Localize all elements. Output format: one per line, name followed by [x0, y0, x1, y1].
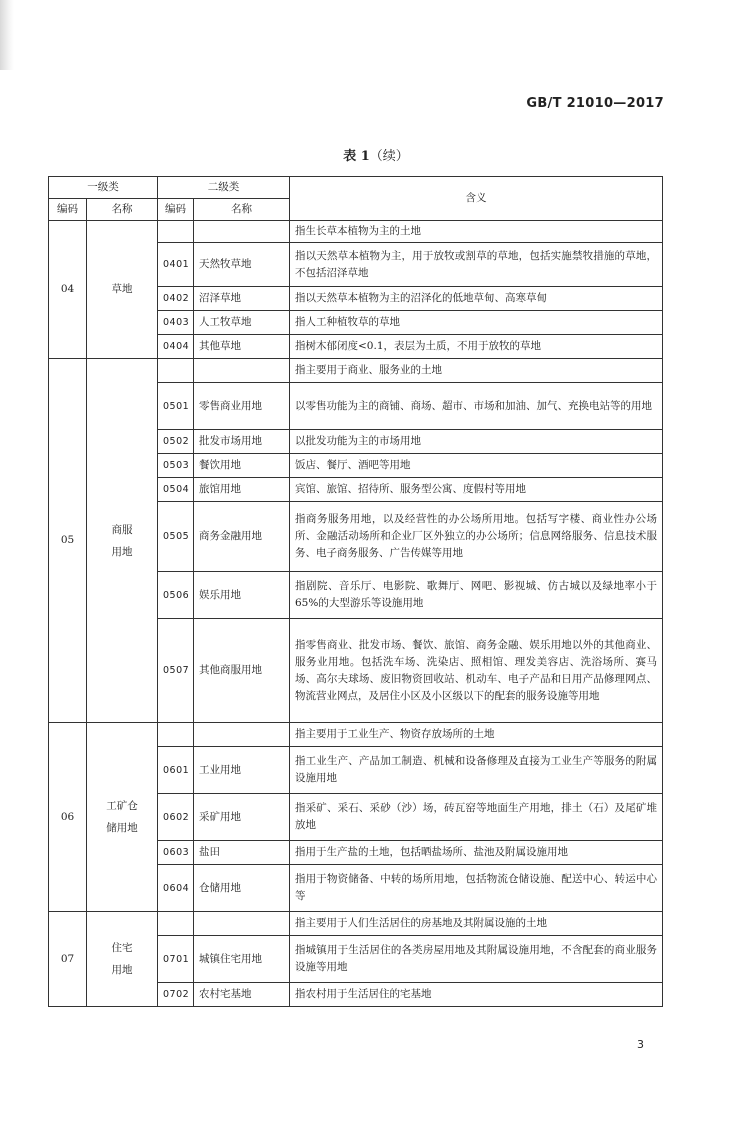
level2-name: 娱乐用地 — [194, 572, 290, 619]
level2-code: 0403 — [158, 311, 194, 335]
level1-desc: 指主要用于工业生产、物资存放场所的土地 — [290, 723, 663, 747]
header-level2-code: 编码 — [158, 199, 194, 221]
level2-desc: 指工业生产、产品加工制造、机械和设备修理及直接为工业生产等服务的附属设施用地 — [290, 747, 663, 794]
level2-code: 0701 — [158, 936, 194, 983]
level2-name: 批发市场用地 — [194, 430, 290, 454]
level1-name — [87, 723, 158, 912]
level2-name: 其他商服用地 — [194, 619, 290, 723]
level1-name: 草地 — [87, 221, 158, 359]
level2-name: 城镇住宅用地 — [194, 936, 290, 983]
level1-name-text: 商服用地 — [111, 523, 133, 558]
level2-desc: 指商务服务用地，以及经营性的办公场所用地。包括写字楼、商业性办公场所、金融活动场所和企业厂区外独立的办公场所；信息网络服务、信息技术服务、电子商务服务、广告传媒等用地 — [290, 502, 663, 572]
level2-code-empty — [158, 359, 194, 383]
level2-desc: 指农村用于生活居住的宅基地 — [290, 983, 663, 1007]
level2-desc: 饭店、餐厅、酒吧等用地 — [290, 454, 663, 478]
level2-code: 0506 — [158, 572, 194, 619]
level2-name: 仓储用地 — [194, 865, 290, 912]
level2-desc: 指树木郁闭度<0.1，表层为土质，不用于放牧的草地 — [290, 335, 663, 359]
level2-name-empty — [194, 723, 290, 747]
level1-desc: 指主要用于商业、服务业的土地 — [290, 359, 663, 383]
header-meaning: 含义 — [290, 177, 663, 221]
level2-code-empty — [158, 912, 194, 936]
level2-desc: 指人工种植牧草的草地 — [290, 311, 663, 335]
level2-code: 0402 — [158, 287, 194, 311]
level2-name-empty — [194, 221, 290, 243]
level2-code: 0501 — [158, 383, 194, 430]
level2-desc: 指以天然草本植物为主，用于放牧或割草的草地，包括实施禁牧措施的草地，不包括沼泽草地 — [290, 243, 663, 287]
level2-code: 0401 — [158, 243, 194, 287]
level2-code: 0602 — [158, 794, 194, 841]
page-number: 3 — [637, 1038, 644, 1051]
level1-desc: 指生长草本植物为主的土地 — [290, 221, 663, 243]
level2-desc: 指用于物资储备、中转的场所用地，包括物流仓储设施、配送中心、转运中心等 — [290, 865, 663, 912]
level1-code: 07 — [49, 912, 87, 1007]
level2-code-empty — [158, 221, 194, 243]
level1-name — [87, 359, 158, 723]
level2-name: 农村宅基地 — [194, 983, 290, 1007]
level2-desc: 指采矿、采石、采砂（沙）场，砖瓦窑等地面生产用地，排土（石）及尾矿堆放地 — [290, 794, 663, 841]
land-use-classification-table — [48, 176, 663, 1007]
level2-code: 0604 — [158, 865, 194, 912]
level2-desc: 指城镇用于生活居住的各类房屋用地及其附属设施用地，不含配套的商业服务设施等用地 — [290, 936, 663, 983]
header-level2: 二级类 — [158, 177, 290, 199]
level1-code: 05 — [49, 359, 87, 723]
level2-code: 0505 — [158, 502, 194, 572]
header-level1-name: 名称 — [87, 199, 158, 221]
level2-name-empty — [194, 359, 290, 383]
level2-name: 商务金融用地 — [194, 502, 290, 572]
header-level2-name: 名称 — [194, 199, 290, 221]
level2-name: 沼泽草地 — [194, 287, 290, 311]
level2-desc: 指零售商业、批发市场、餐饮、旅馆、商务金融、娱乐用地以外的其他商业、服务业用地。包括洗车场、洗染店、照相馆、理发美容店、洗浴场所、赛马场、高尔夫球场、废旧物资回收站、机动车、电子产品和日用产品修理网点、物流营业网点，及居住小区及小区级以下的配套的服务设施等用地 — [290, 619, 663, 723]
level2-name: 工业用地 — [194, 747, 290, 794]
level2-name: 零售商业用地 — [194, 383, 290, 430]
level2-name: 餐饮用地 — [194, 454, 290, 478]
table-body — [49, 221, 663, 1007]
table-title — [0, 145, 752, 164]
level2-desc: 指剧院、音乐厅、电影院、歌舞厅、网吧、影视城、仿古城以及绿地率小于65%的大型游乐等设施用地 — [290, 572, 663, 619]
level1-code: 04 — [49, 221, 87, 359]
level1-name-text: 工矿仓储用地 — [106, 800, 138, 834]
level2-desc: 以批发功能为主的市场用地 — [290, 430, 663, 454]
level2-code: 0601 — [158, 747, 194, 794]
level2-code: 0504 — [158, 478, 194, 502]
level2-code: 0603 — [158, 841, 194, 865]
level2-code: 0507 — [158, 619, 194, 723]
page-fold-shadow — [0, 0, 14, 70]
level2-code: 0404 — [158, 335, 194, 359]
level2-name: 其他草地 — [194, 335, 290, 359]
level2-code-empty — [158, 723, 194, 747]
standard-code: GB/T 21010—2017 — [526, 96, 664, 111]
level2-name: 旅馆用地 — [194, 478, 290, 502]
level2-code: 0503 — [158, 454, 194, 478]
level2-desc: 宾馆、旅馆、招待所、服务型公寓、度假村等用地 — [290, 478, 663, 502]
level2-code: 0502 — [158, 430, 194, 454]
level2-name-empty — [194, 912, 290, 936]
level1-name-text: 住宅用地 — [111, 942, 133, 976]
header-level1-code: 编码 — [49, 199, 87, 221]
table-title-continued: （续） — [369, 149, 409, 164]
level2-name: 采矿用地 — [194, 794, 290, 841]
header-level1: 一级类 — [49, 177, 158, 199]
level2-desc: 指以天然草本植物为主的沼泽化的低地草甸、高寒草甸 — [290, 287, 663, 311]
level2-name: 人工牧草地 — [194, 311, 290, 335]
level2-desc: 指用于生产盐的土地，包括晒盐场所、盐池及附属设施用地 — [290, 841, 663, 865]
level2-desc: 以零售功能为主的商铺、商场、超市、市场和加油、加气、充换电站等的用地 — [290, 383, 663, 430]
level2-name: 天然牧草地 — [194, 243, 290, 287]
level2-code: 0702 — [158, 983, 194, 1007]
level1-name — [87, 912, 158, 1007]
level2-name: 盐田 — [194, 841, 290, 865]
table-title-main: 表 1 — [343, 149, 370, 164]
level1-desc: 指主要用于人们生活居住的房基地及其附属设施的土地 — [290, 912, 663, 936]
level1-code: 06 — [49, 723, 87, 912]
